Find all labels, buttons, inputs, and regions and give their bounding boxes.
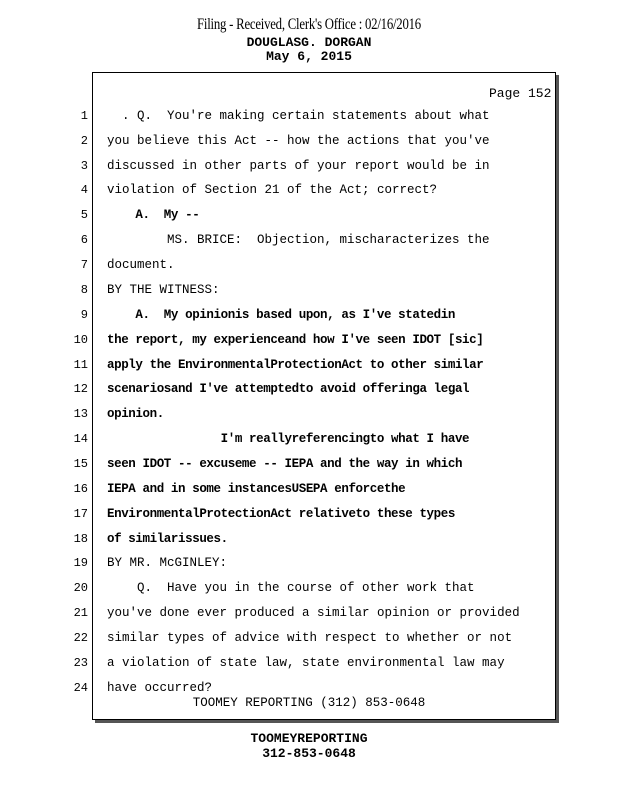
transcript-line: IEPA and in some instancesUSEPA enforcethe xyxy=(107,482,406,496)
transcript-line: MS. BRICE: Objection, mischaracterizes the xyxy=(107,233,490,247)
line-number: 2 xyxy=(80,134,88,148)
transcript-line: violation of Section 21 of the Act; correct? xyxy=(107,183,438,197)
transcript-line: you believe this Act -- how the actions that you've xyxy=(107,134,490,148)
transcript-line: EnvironmentalProtectionAct relativeto these types xyxy=(107,507,455,521)
reporter-phone-footer: 312-853-0648 xyxy=(262,746,356,761)
page-number-label: Page 152 xyxy=(489,86,552,101)
transcript-line: A. My -- xyxy=(107,208,200,222)
transcript-line: I'm reallyreferencingto what I have xyxy=(107,432,470,446)
reporter-footer-inside: TOOMEY REPORTING (312) 853-0648 xyxy=(192,696,426,710)
line-number: 5 xyxy=(80,208,88,222)
reporter-name-footer: TOOMEYREPORTING xyxy=(250,731,368,746)
line-number: 7 xyxy=(80,258,88,272)
line-number: 15 xyxy=(73,457,88,471)
transcript-line: BY THE WITNESS: xyxy=(107,283,220,297)
transcript-line: opinion. xyxy=(107,407,164,421)
line-number: 13 xyxy=(73,407,88,421)
transcript-line: you've done ever produced a similar opinion or provided xyxy=(107,606,520,620)
line-number: 19 xyxy=(73,556,88,570)
line-number: 23 xyxy=(73,656,88,670)
line-number: 8 xyxy=(80,283,88,297)
line-number: 21 xyxy=(73,606,88,620)
transcript-line: . Q. You're making certain statements about what xyxy=(107,109,490,123)
transcript-line: a violation of state law, state environmental law may xyxy=(107,656,505,670)
line-number: 4 xyxy=(80,183,88,197)
line-number: 12 xyxy=(73,382,88,396)
transcript-line: apply the EnvironmentalProtectionAct to other similar xyxy=(107,358,484,372)
line-number: 1 xyxy=(80,109,88,123)
line-number: 24 xyxy=(73,681,88,695)
transcript-line: BY MR. McGINLEY: xyxy=(107,556,228,570)
line-number: 9 xyxy=(80,308,88,322)
transcript-line: document. xyxy=(107,258,175,272)
line-number: 16 xyxy=(73,482,88,496)
transcript-line: have occurred? xyxy=(107,681,213,695)
header-name: DOUGLASG. DORGAN xyxy=(246,35,372,50)
transcript-line: seen IDOT -- excuseme -- IEPA and the way in which xyxy=(107,457,463,471)
line-number: 20 xyxy=(73,581,88,595)
line-number: 6 xyxy=(80,233,88,247)
line-number: 14 xyxy=(73,432,88,446)
line-number: 10 xyxy=(73,333,88,347)
transcript-line: A. My opinionis based upon, as I've statedin xyxy=(107,308,455,322)
transcript-line: similar types of advice with respect to whether or not xyxy=(107,631,513,645)
line-number: 22 xyxy=(73,631,88,645)
line-number: 11 xyxy=(73,358,88,372)
transcript-line: scenariosand I've attemptedto avoid offeringa legal xyxy=(107,382,470,396)
line-number: 17 xyxy=(73,507,88,521)
transcript-line: of similarissues. xyxy=(107,532,228,546)
transcript-line: Q. Have you in the course of other work that xyxy=(107,581,475,595)
filing-stamp: Filing - Received, Clerk's Office : 02/16/2016 xyxy=(197,16,421,33)
line-number: 18 xyxy=(73,532,88,546)
header-date: May 6, 2015 xyxy=(266,49,352,64)
transcript-line: the report, my experienceand how I've seen IDOT [sic] xyxy=(107,333,484,347)
transcript-line: discussed in other parts of your report would be in xyxy=(107,159,490,173)
line-number: 3 xyxy=(80,159,88,173)
